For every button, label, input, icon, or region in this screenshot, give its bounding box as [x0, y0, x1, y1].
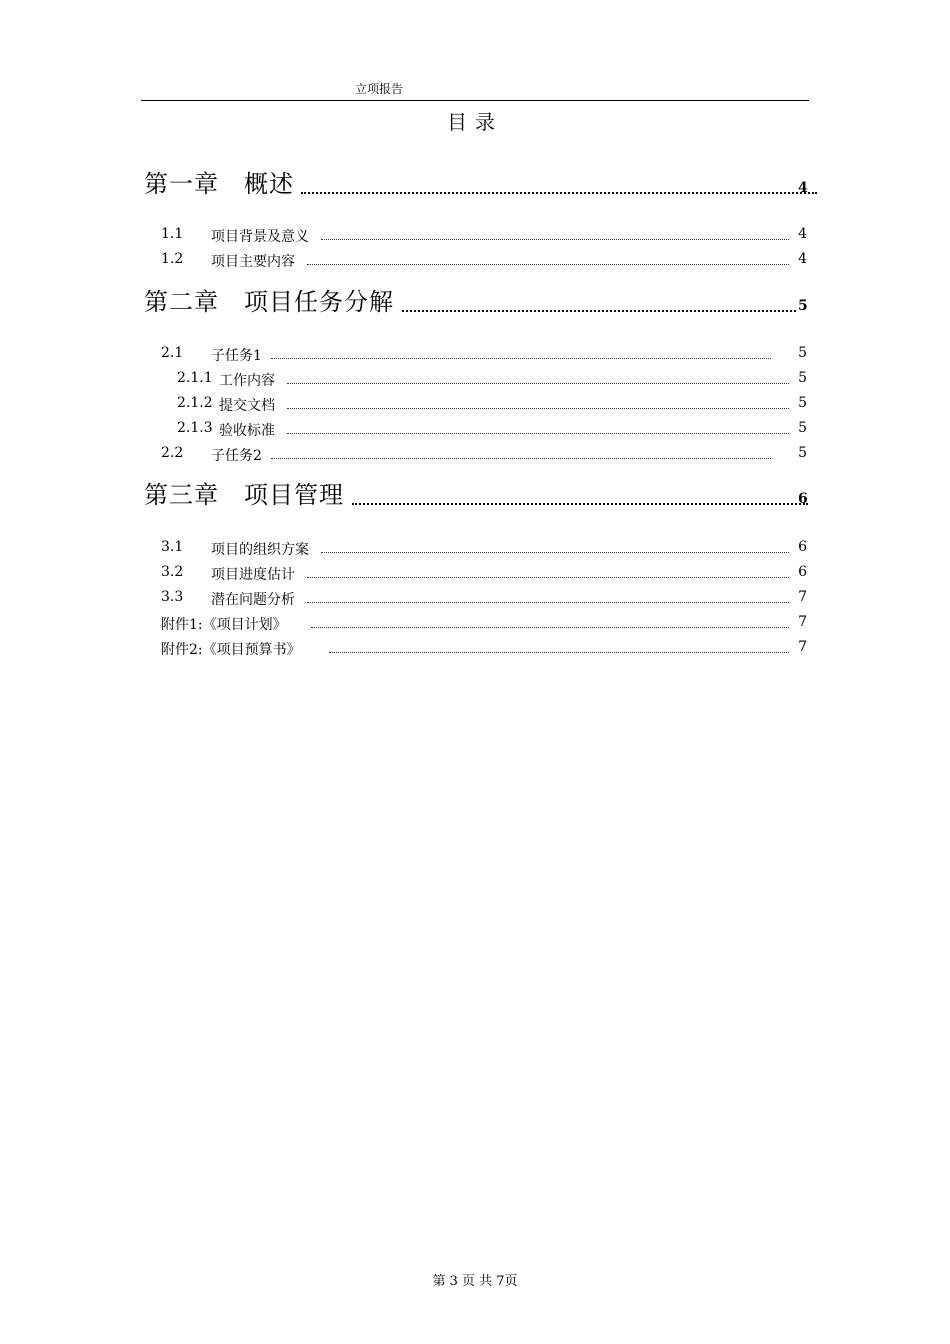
leader-dots: [352, 503, 808, 505]
toc-entry-3-1[interactable]: [141, 535, 809, 559]
page-header: [141, 76, 809, 101]
chapter-label: 第三章 项目管理: [144, 481, 344, 509]
chapter-label: 第一章 概述: [144, 170, 294, 198]
entry-page: 7: [798, 589, 807, 605]
entry-label: 子任务1: [211, 345, 262, 365]
entry-label: 附件2:《项目预算书》: [161, 639, 301, 659]
leader-dots: [307, 264, 789, 265]
entry-label: 提交文档: [219, 395, 275, 415]
entry-page: 6: [798, 539, 807, 555]
entry-label: 项目背景及意义: [211, 226, 309, 246]
chapter-label: 第二章 项目任务分解: [144, 288, 394, 316]
page-footer: 第 3 页 共 7页: [432, 1274, 518, 1289]
toc-entry-1-1[interactable]: [141, 222, 809, 246]
chapter-page: 5: [798, 298, 808, 314]
entry-label: 子任务2: [211, 445, 262, 465]
toc-chapter-2[interactable]: [144, 282, 808, 318]
toc-entry-2-1-3[interactable]: [141, 416, 809, 440]
leader-dots: [287, 383, 789, 384]
toc-entry-2-1-2[interactable]: [141, 391, 809, 415]
entry-number: 1.1: [161, 226, 184, 242]
entry-page: 5: [798, 395, 807, 411]
entry-label: 潜在问题分析: [211, 589, 295, 609]
leader-dots: [287, 408, 789, 409]
entry-number: 2.1: [161, 345, 184, 361]
entry-label: 附件1:《项目计划》: [161, 614, 287, 634]
leader-dots: [321, 239, 789, 240]
toc-entry-2-1[interactable]: [141, 341, 809, 365]
toc-entry-3-2[interactable]: [141, 560, 809, 584]
toc-entry-1-2[interactable]: [141, 247, 809, 271]
leader-dots: [321, 552, 789, 553]
toc-entry-2-2[interactable]: [141, 441, 809, 465]
entry-label: 项目的组织方案: [211, 539, 309, 559]
entry-page: 5: [798, 420, 807, 436]
chapter-page: 6: [798, 491, 808, 507]
leader-dots: [287, 433, 789, 434]
entry-page: 7: [798, 639, 807, 655]
chapter-page: 4: [798, 180, 808, 196]
entry-number: 2.2: [161, 445, 184, 461]
entry-number: 3.2: [161, 564, 184, 580]
entry-page: 4: [798, 226, 807, 242]
entry-page: 7: [798, 614, 807, 630]
header-title: 立项报告: [355, 82, 404, 96]
leader-dots: [307, 577, 789, 578]
leader-dots: [402, 310, 796, 312]
entry-page: 5: [798, 345, 807, 361]
toc-chapter-3[interactable]: [144, 475, 812, 511]
entry-number: 3.3: [161, 589, 184, 605]
leader-dots: [329, 652, 789, 653]
entry-label: 项目进度估计: [211, 564, 295, 584]
entry-number: 3.1: [161, 539, 184, 555]
toc-entry-3-3[interactable]: [141, 585, 809, 609]
leader-dots: [271, 458, 771, 459]
entry-number: 2.1.1: [177, 370, 213, 386]
toc-entry-2-1-1[interactable]: [141, 366, 809, 390]
leader-dots: [307, 602, 789, 603]
entry-number: 1.2: [161, 251, 184, 267]
toc-chapter-1[interactable]: [144, 164, 820, 200]
leader-dots: [271, 358, 771, 359]
entry-number: 2.1.2: [177, 395, 213, 411]
entry-number: 2.1.3: [177, 420, 213, 436]
entry-page: 5: [798, 445, 807, 461]
entry-label: 验收标准: [219, 420, 275, 440]
leader-dots: [301, 192, 817, 194]
entry-page: 6: [798, 564, 807, 580]
entry-page: 4: [798, 251, 807, 267]
entry-label: 工作内容: [219, 370, 275, 390]
entry-label: 项目主要内容: [211, 251, 295, 271]
toc-title: 目录: [447, 110, 503, 134]
leader-dots: [311, 627, 789, 628]
toc-appendix-2[interactable]: [141, 635, 809, 659]
toc-appendix-1[interactable]: [141, 610, 809, 634]
entry-page: 5: [798, 370, 807, 386]
